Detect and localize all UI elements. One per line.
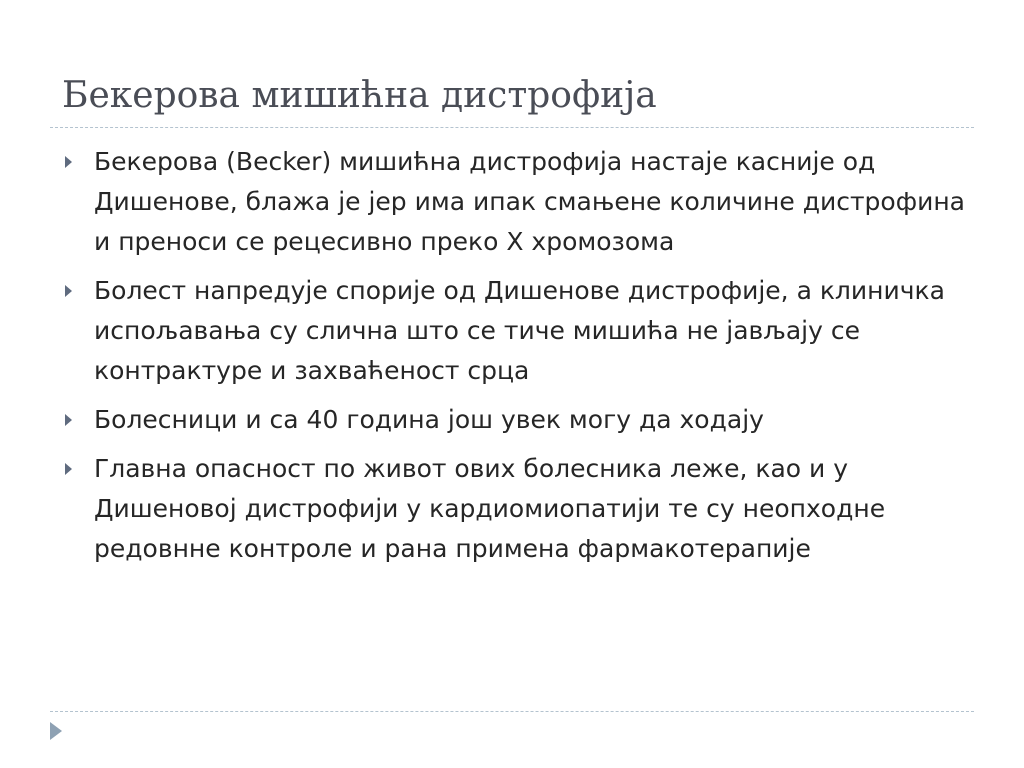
bullet-text: Болест напредује спорије од Дишенове дистрофије, а клиничка испољавања су слична што се тиче мишића не јављају се контрактуре и захваћеност срца (94, 276, 945, 385)
triangle-bullet-icon (65, 156, 72, 168)
bullet-item (62, 400, 967, 440)
triangle-bullet-icon (65, 285, 72, 297)
bullet-text: Главна опасност по живот ових болесника леже, као и у Дишеновој дистрофији у кардиомиопатији те су неопходне редовнне контроле и рана примена фармакотерапије (94, 454, 886, 563)
bullet-item (62, 449, 967, 569)
bullet-text: Бекерова (Becker) мишићна дистрофија настаје касније од Дишенове, блажа је јер има ипак смањене количине дистрофина и преноси се рецесивно преко Х хромозома (94, 147, 965, 256)
bullet-text: Болесници и са 40 година још увек могу да ходају (94, 405, 764, 434)
bullet-item (62, 271, 967, 391)
next-slide-arrow-icon[interactable] (50, 722, 62, 740)
bullet-item (62, 142, 967, 262)
triangle-bullet-icon (65, 414, 72, 426)
bullet-list (62, 142, 967, 578)
footer-divider (50, 711, 974, 712)
triangle-bullet-icon (65, 463, 72, 475)
title-divider (50, 127, 974, 128)
slide-title: Бекерова мишићна дистрофија (62, 75, 657, 116)
